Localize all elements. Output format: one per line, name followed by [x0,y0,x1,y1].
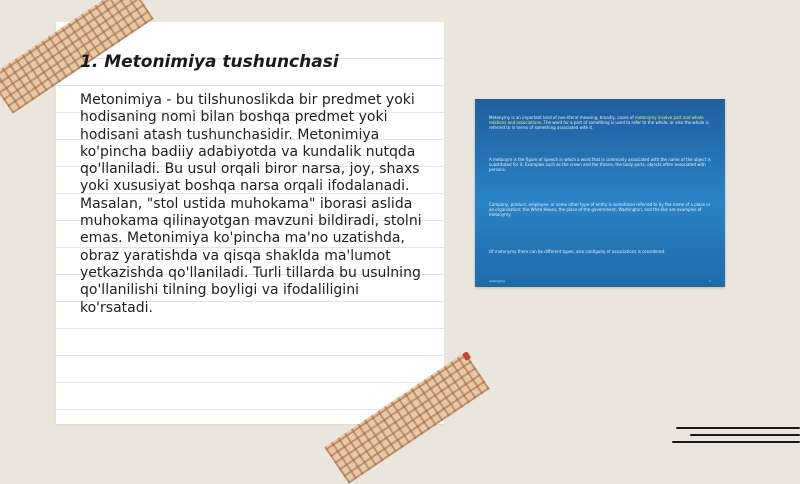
slide-text-1a: Metonymy is an important kind of non-literal meaning, broadly, cases of [489,115,634,120]
slide-paragraph-3: Company, product, employee, or some other type of entity is sometimes referred to by the name of a place or an organization: the White House, the place of the government, Washington, and the like are examples of metonymy. [489,202,711,217]
section-title: 1. Metonimiya tushunchasi [80,52,339,72]
section-body-text: Metonimiya - bu tilshunoslikda bir predmet yoki hodisaning nomi bilan boshqa predmet yoki hodisani atash tushunchasidir. Metonimiya ko'pincha badiiy adabiyotda va kundalik nutqda qo'llaniladi. Bu usul orqali biror narsa, joy, shaxs yoki xususiyat boshqa narsa orqali ifodalanadi. Masalan, "stol ustida muhokama" iborasi aslida muhokama qilinayotgan mavzuni bildiradi, stolni emas. Metonimiya ko'pincha ma'no uzatishda, obraz yaratishda va qisqa shaklda ma'lumot yetkazishda qo'llaniladi. Turli tillarda bu usulning qo'llanilishi tilning boyligi va ifodaliligini ko'rsatadi. [80,92,422,316]
slide-paragraph-4: Of metonymy there can be different types, also contiguity of associations is considered. [489,249,666,254]
decorative-line-1 [676,427,800,429]
decorative-line-2 [690,434,800,436]
slide-paragraph-1 [489,115,711,130]
slide-footer: metonymy [489,279,506,283]
slide-page-number: 1 [709,279,711,283]
decorative-line-3 [672,441,800,443]
slide-text-1c: The word for a part of something is used to refer to the whole, or else the whole is referred to in terms of something associated with it. [489,120,709,130]
slide-thumbnail [475,99,725,287]
slide-highlight-1: metonymy involve part and whole relations and associations. [489,115,704,125]
slide-paragraph-2: A metonym is the figure of speech in which a word that is commonly associated with the name of the object is substituted for it. Examples such as the crown and the throne, the body parts, objects often associated with persons. [489,157,711,172]
